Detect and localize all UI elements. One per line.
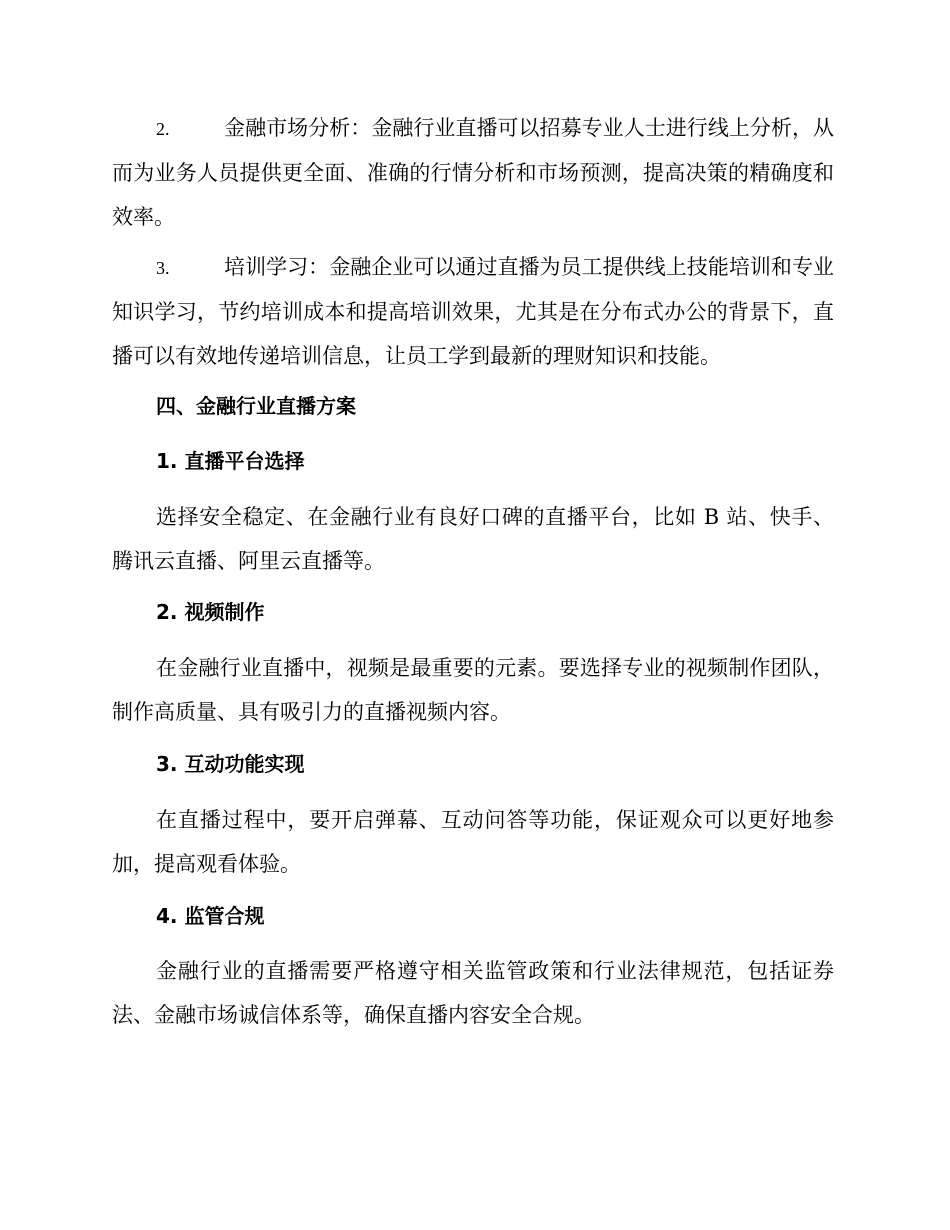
list-item-market-analysis <box>112 106 834 239</box>
subsection-text-interaction: 在直播过程中，要开启弹幕、互动问答等功能，保证观众可以更好地参加，提高观看体验。 <box>112 808 834 876</box>
list-item-number: 3. <box>156 258 170 278</box>
subsection-heading-compliance: 4. 监管合规 <box>156 904 265 928</box>
subsection-text-compliance: 金融行业的直播需要严格遵守相关监管政策和行业法律规范，包括证券法、金融市场诚信体系等，确保直播内容安全合规。 <box>112 959 834 1027</box>
subsection-heading-interaction: 3. 互动功能实现 <box>156 752 305 776</box>
list-item-number: 2. <box>156 119 170 139</box>
list-item-training <box>112 245 834 378</box>
list-item-text: 金融市场分析：金融行业直播可以招募专业人士进行线上分析，从而为业务人员提供更全面、准确的行情分析和市场预测，提高决策的精确度和效率。 <box>112 116 834 229</box>
section-heading: 四、金融行业直播方案 <box>156 394 356 418</box>
subsection-heading-platform: 1. 直播平台选择 <box>156 449 305 473</box>
subsection-text-platform: 选择安全稳定、在金融行业有良好口碑的直播平台，比如 B 站、快手、腾讯云直播、阿里云直播等。 <box>112 505 834 573</box>
subsection-heading-video: 2. 视频制作 <box>156 600 265 624</box>
subsection-text-video: 在金融行业直播中，视频是最重要的元素。要选择专业的视频制作团队，制作高质量、具有吸引力的直播视频内容。 <box>112 656 834 724</box>
list-item-text: 培训学习：金融企业可以通过直播为员工提供线上技能培训和专业知识学习，节约培训成本和提高培训效果，尤其是在分布式办公的背景下，直播可以有效地传递培训信息，让员工学到最新的理财知识和技能。 <box>112 255 834 368</box>
